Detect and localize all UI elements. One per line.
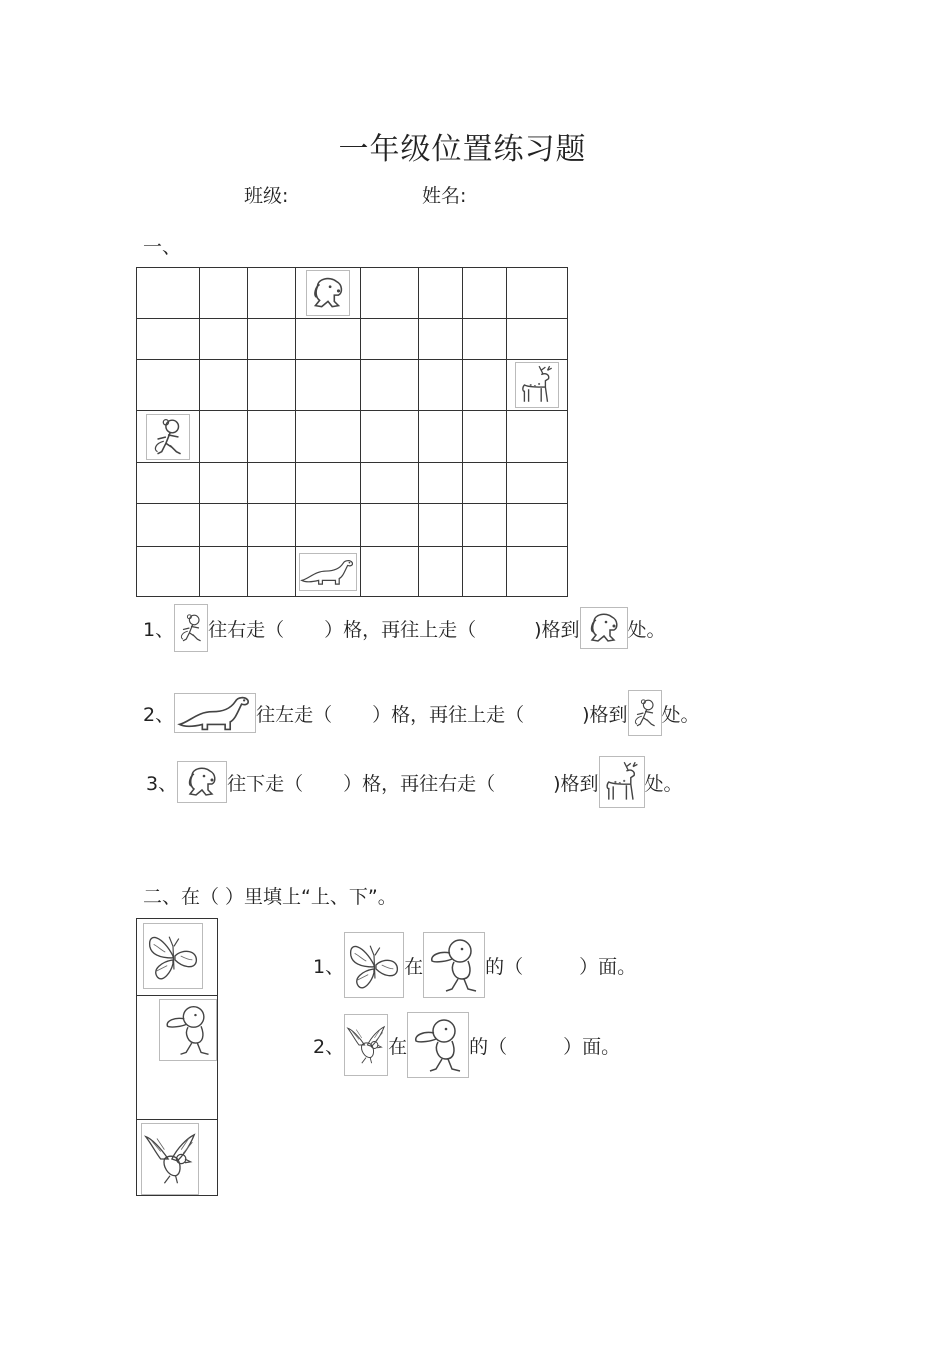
grid-cell xyxy=(419,504,463,547)
grid-cell xyxy=(200,547,248,597)
grid-cell xyxy=(137,504,200,547)
grid-cell xyxy=(248,360,296,411)
grid-cell xyxy=(507,504,568,547)
grid-cell xyxy=(248,547,296,597)
grid-row xyxy=(137,319,568,360)
grid-cell xyxy=(296,319,361,360)
grid-cell xyxy=(507,411,568,463)
position-grid xyxy=(136,267,568,597)
dinosaur-icon xyxy=(174,693,256,733)
grid-cell xyxy=(200,319,248,360)
grid-cell xyxy=(200,463,248,504)
grid-row xyxy=(137,411,568,463)
dog-icon xyxy=(177,761,227,803)
grid-cell xyxy=(137,268,200,319)
question-text: 在 xyxy=(404,955,424,978)
class-label: 班级: xyxy=(244,185,289,207)
grid-cell xyxy=(361,547,419,597)
question-text: 处。 xyxy=(644,772,683,795)
grid-cell xyxy=(419,360,463,411)
question-text: 在 xyxy=(388,1035,408,1058)
dog-icon xyxy=(306,270,350,316)
question-number: 3、 xyxy=(146,772,178,795)
question-text: 的（ xyxy=(469,1035,508,1058)
monkey-icon xyxy=(146,414,190,460)
grid-row xyxy=(137,463,568,504)
question-number: 1、 xyxy=(143,618,175,641)
grid-cell xyxy=(361,360,419,411)
grid-cell xyxy=(361,463,419,504)
question-text: ）面。 xyxy=(579,955,637,978)
question-text: )格到 xyxy=(534,618,580,641)
question-2 xyxy=(143,690,700,736)
grid-cell xyxy=(463,547,507,597)
question-text: )格到 xyxy=(582,703,628,726)
question-number: 2、 xyxy=(313,1035,345,1058)
name-label: 姓名: xyxy=(422,185,467,207)
grid-cell xyxy=(248,268,296,319)
grid-cell xyxy=(419,319,463,360)
grid-cell xyxy=(200,411,248,463)
section-2-heading: 二、在（ ）里填上“上、下”。 xyxy=(143,886,397,908)
question-text: 处。 xyxy=(627,618,666,641)
grid-cell xyxy=(296,463,361,504)
grid-cell xyxy=(137,319,200,360)
grid-cell xyxy=(419,463,463,504)
grid-row xyxy=(137,360,568,411)
section-2-question-1 xyxy=(313,932,636,998)
question-1 xyxy=(143,604,666,652)
monkey-icon xyxy=(628,690,662,736)
grid-cell xyxy=(463,360,507,411)
grid-cell xyxy=(137,463,200,504)
grid-cell xyxy=(507,268,568,319)
question-text: 的（ xyxy=(485,955,524,978)
question-text: ）面。 xyxy=(563,1035,621,1058)
grid-cell xyxy=(507,547,568,597)
grid-cell xyxy=(137,547,200,597)
question-number: 2、 xyxy=(143,703,175,726)
grid-cell xyxy=(296,547,361,597)
question-text: 处。 xyxy=(661,703,700,726)
grid-cell xyxy=(419,268,463,319)
question-text: 往左走（ xyxy=(256,703,333,726)
section-1-heading: 一、 xyxy=(143,236,182,258)
deer-icon xyxy=(515,362,559,408)
page-title: 一年级位置练习题 xyxy=(338,132,587,167)
grid-cell xyxy=(507,360,568,411)
grid-row xyxy=(137,268,568,319)
grid-cell xyxy=(419,547,463,597)
grid-cell xyxy=(463,504,507,547)
duck-icon xyxy=(159,999,217,1061)
grid-cell xyxy=(463,463,507,504)
grid-cell xyxy=(361,411,419,463)
butterfly-icon xyxy=(344,932,404,998)
grid-cell xyxy=(296,411,361,463)
dog-icon xyxy=(580,607,628,649)
section-2-question-2 xyxy=(313,1012,620,1078)
butterfly-icon xyxy=(143,923,203,989)
grid-cell xyxy=(361,504,419,547)
question-3 xyxy=(146,756,683,808)
grid-cell xyxy=(248,411,296,463)
grid-cell xyxy=(463,268,507,319)
grid-cell xyxy=(463,411,507,463)
grid-row xyxy=(137,547,568,597)
question-text: ）格，再往上走（ xyxy=(372,703,525,726)
grid-cell xyxy=(463,319,507,360)
question-text: ）格，再往上走（ xyxy=(324,618,477,641)
grid-cell xyxy=(200,268,248,319)
grid-cell xyxy=(248,319,296,360)
duck-icon xyxy=(423,932,485,998)
question-text: 往右走（ xyxy=(208,618,285,641)
grid-cell xyxy=(137,411,200,463)
grid-cell xyxy=(507,319,568,360)
monkey-icon xyxy=(174,604,208,652)
grid-cell xyxy=(248,504,296,547)
question-number: 1、 xyxy=(313,955,345,978)
grid-cell xyxy=(296,268,361,319)
duck-icon xyxy=(407,1012,469,1078)
question-text: 往下走（ xyxy=(227,772,304,795)
eagle-icon xyxy=(141,1123,199,1195)
deer-icon xyxy=(599,756,645,808)
eagle-icon xyxy=(344,1014,388,1076)
question-text: ）格，再往右走（ xyxy=(343,772,496,795)
vertical-order-column xyxy=(136,918,218,1196)
grid-cell xyxy=(296,504,361,547)
grid-cell xyxy=(507,463,568,504)
grid-cell xyxy=(200,504,248,547)
grid-cell xyxy=(419,411,463,463)
grid-cell xyxy=(296,360,361,411)
grid-cell xyxy=(137,360,200,411)
grid-cell xyxy=(200,360,248,411)
dinosaur-icon xyxy=(299,553,357,591)
grid-row xyxy=(137,504,568,547)
grid-cell xyxy=(361,319,419,360)
grid-cell xyxy=(248,463,296,504)
question-text: )格到 xyxy=(553,772,599,795)
grid-cell xyxy=(361,268,419,319)
